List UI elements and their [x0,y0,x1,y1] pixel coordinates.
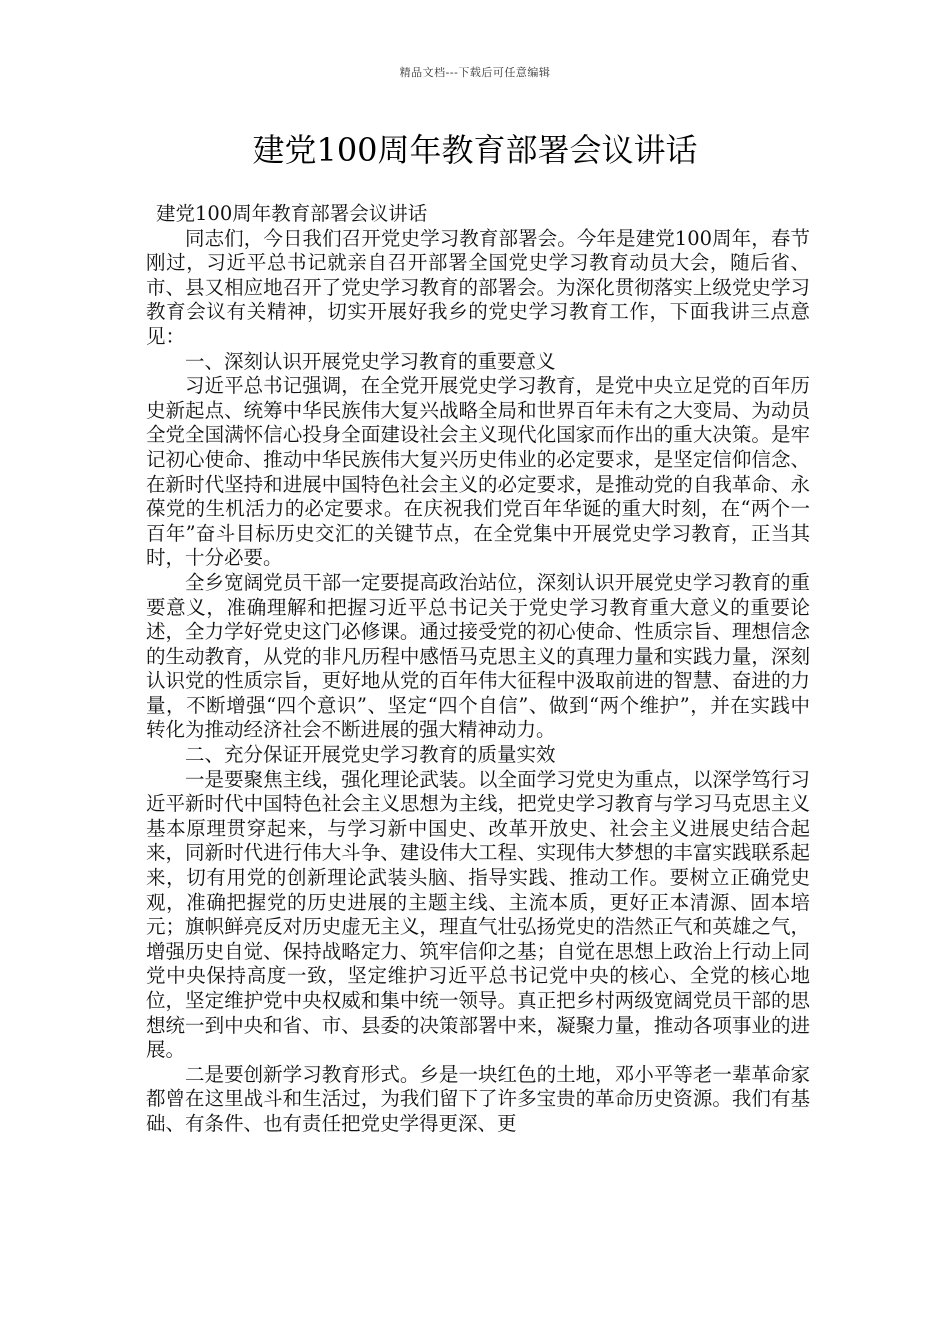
document-body [146,202,810,1137]
paragraph-significance: 习近平总书记强调，在全党开展党史学习教育，是党中央立足党的百年历史新起点、统筹中华民族伟大复兴战略全局和世界百年未有之大变局、为动员全党全国满怀信心投身全面建设社会主义现代化国家而作出的重大决策。是牢记初心使命、推动中华民族伟大复兴历史伟业的必定要求，是坚定信仰信念、在新时代坚持和进展中国特色社会主义的必定要求，是推动党的自我革命、永葆党的生机活力的必定要求。在庆祝我们党百年华诞的重大时刻，在“两个一百年”奋斗目标历史交汇的关键节点，在全党集中开展党史学习教育，正当其时，十分必要。 [146,374,810,570]
document-subtitle: 建党100周年教育部署会议讲话 [156,202,428,225]
paragraph-innovate-forms: 二是要创新学习教育形式。乡是一块红色的土地，邓小平等老一辈革命家都曾在这里战斗和生活过，为我们留下了许多宝贵的革命历史资源。我们有基础、有条件、也有责任把党史学得更深、更 [146,1062,810,1135]
paragraph-focus-mainline: 一是要聚焦主线，强化理论武装。以全面学习党史为重点，以深学笃行习近平新时代中国特色社会主义思想为主线，把党史学习教育与学习马克思主义基本原理贯穿起来，与学习新中国史、改革开放史、社会主义进展史结合起来，同新时代进行伟大斗争、建设伟大工程、实现伟大梦想的丰富实践联系起来，切有用党的创新理论武装头脑、指导实践、推动工作。要树立正确党史观，准确把握党的历史进展的主题主线、主流本质，更好正本清源、固本培元；旗帜鲜亮反对历史虚无主义，理直气壮弘扬党史的浩然正气和英雄之气，增强历史自觉、保持战略定力、筑牢信仰之基；自觉在思想上政治上行动上同党中央保持高度一致，坚定维护习近平总书记党中央的核心、全党的核心地位，坚定维护党中央权威和集中统一领导。真正把乡村两级宽阔党员干部的思想统一到中央和省、市、县委的决策部署中来，凝聚力量，推动各项事业的进展。 [146,767,810,1062]
section-heading-1: 一、深刻认识开展党史学习教育的重要意义 [185,349,556,373]
paragraph-political-stance: 全乡宽阔党员干部一定要提高政治站位，深刻认识开展党史学习教育的重要意义，准确理解和把握习近平总书记关于党史学习教育重大意义的重要论述，全力学好党史这门必修课。通过接受党的初心使命、性质宗旨、理想信念的生动教育，从党的非凡历程中感悟马克思主义的真理力量和实践力量，深刻认识党的性质宗旨，更好地从党的百年伟大征程中汲取前进的智慧、奋进的力量，不断增强“四个意识”、坚定“四个自信”、做到“两个维护”，并在实践中转化为推动经济社会不断进展的强大精神动力。 [146,570,810,742]
document-title: 建党100周年教育部署会议讲话 [252,131,698,169]
section-heading-2: 二、充分保证开展党史学习教育的质量实效 [185,743,556,767]
page-header-note: 精品文档---下载后可任意编辑 [399,66,551,79]
paragraph-opening: 同志们，今日我们召开党史学习教育部署会。今年是建党100周年，春节刚过，习近平总书记就亲自召开部署全国党史学习教育动员大会，随后省、市、县又相应地召开了党史学习教育的部署会。为深化贯彻落实上级党史学习教育会议有关精神，切实开展好我乡的党史学习教育工作，下面我讲三点意见： [146,226,810,348]
